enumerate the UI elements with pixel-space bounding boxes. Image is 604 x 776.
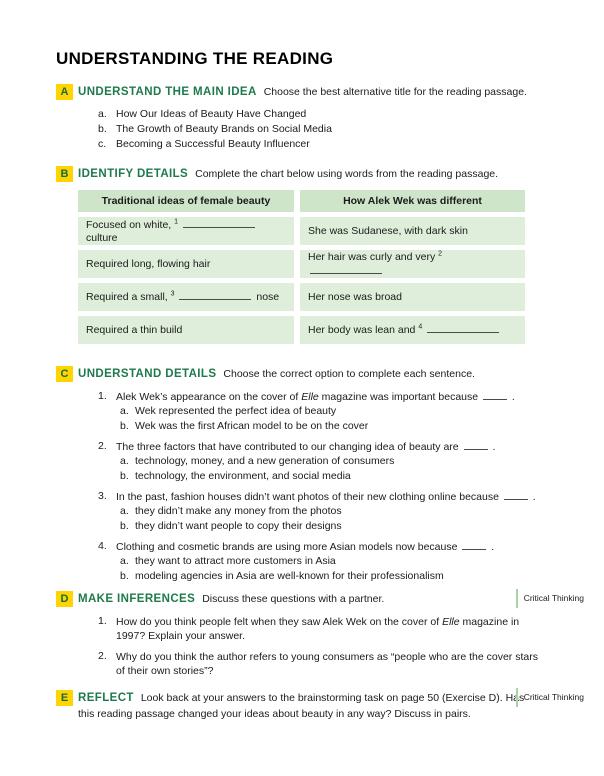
table-cell-text: She was Sudanese, with dark skin (308, 224, 468, 237)
section-letter-badge: C (56, 366, 73, 382)
question-text: Why do you think the author refers to young consumers as “people who are the cover stars of their own stories”? (116, 651, 538, 677)
question-body (116, 650, 546, 678)
section-heading: REFLECT (78, 692, 134, 704)
option-text: technology, the environment, and social media (135, 469, 351, 482)
option-item[interactable] (98, 107, 584, 122)
table-cell-text: Required a small, $^3$ nose (86, 290, 280, 303)
answer-options (120, 504, 536, 533)
section-header (78, 366, 584, 382)
title-options-list (98, 107, 584, 152)
answer-blank[interactable] (504, 490, 528, 500)
answer-blank[interactable] (310, 264, 382, 274)
answer-blank[interactable] (179, 290, 251, 300)
table-cell (78, 316, 294, 344)
superscript-number: 1 (174, 218, 179, 225)
question-text: Clothing and cosmetic brands are using more Asian models now because . (116, 541, 495, 553)
answer-blank[interactable] (183, 218, 255, 228)
section-letter-badge: E (56, 690, 73, 706)
answer-blank[interactable] (483, 390, 507, 400)
option-text: they didn’t want people to copy their designs (135, 519, 342, 532)
question-list (98, 390, 584, 583)
option-item[interactable] (120, 454, 495, 469)
question-list (98, 615, 584, 678)
section-understand-details (56, 366, 584, 583)
table-cell-text: Required a thin build (86, 323, 183, 336)
answer-blank[interactable] (462, 540, 486, 550)
option-item[interactable] (120, 469, 495, 484)
option-item[interactable] (120, 404, 515, 419)
option-text: modeling agencies in Asia are well-known for their professionalism (135, 569, 444, 582)
answer-options (120, 404, 515, 433)
table-cell-text: Her hair was curly and very $^2$ (308, 251, 517, 278)
question-body (116, 390, 515, 433)
critical-thinking-label: Critical Thinking (516, 589, 584, 608)
superscript-number: 3 (170, 290, 175, 298)
comparison-chart (78, 190, 584, 344)
section-reflect (56, 690, 584, 722)
option-label: b. (98, 123, 107, 135)
table-cell (300, 316, 525, 344)
option-label: a. (120, 455, 129, 467)
question-body (116, 440, 495, 483)
table-cell (300, 217, 525, 245)
question-number: 2. (98, 650, 107, 662)
section-letter-badge: A (56, 84, 73, 100)
section-instruction: Discuss these questions with a partner. (202, 593, 385, 605)
section-header (78, 690, 530, 722)
section-make-inferences (56, 591, 584, 678)
option-text: they want to attract more customers in Asia (135, 555, 336, 567)
option-label: b. (120, 419, 129, 432)
option-item[interactable] (120, 504, 536, 519)
option-text: technology, money, and a new generation of consumers (135, 455, 395, 467)
table-cell-text: Her nose was broad (308, 290, 402, 303)
option-label: b. (120, 469, 129, 482)
table-cell (78, 283, 294, 311)
section-instruction: Choose the best alternative title for the reading passage. (263, 86, 527, 98)
question-body (116, 490, 536, 533)
critical-thinking-label: Critical Thinking (516, 688, 584, 707)
option-text: they didn’t make any money from the photos (135, 505, 342, 517)
option-label: a. (98, 108, 107, 120)
section-instruction: Choose the correct option to complete each sentence. (223, 368, 475, 380)
question-item (98, 650, 584, 678)
section-identify-details (56, 166, 584, 344)
option-text: Wek represented the perfect idea of beauty (135, 405, 337, 417)
section-instruction: Complete the chart below using words from the reading passage. (195, 168, 499, 180)
option-text: How Our Ideas of Beauty Have Changed (116, 108, 307, 120)
option-label: a. (120, 405, 129, 417)
question-item (98, 490, 584, 533)
section-heading: UNDERSTAND DETAILS (78, 368, 217, 380)
answer-options (120, 554, 494, 583)
answer-options (120, 454, 495, 483)
question-text: The three factors that have contributed to our changing idea of beauty are . (116, 441, 496, 453)
table-cell-text: Focused on white, $^1$ culture (86, 218, 286, 245)
table-header-cell: Traditional ideas of female beauty (78, 190, 294, 212)
section-understand-main-idea (56, 84, 584, 152)
option-label: b. (120, 519, 129, 532)
option-text: The Growth of Beauty Brands on Social Media (116, 123, 332, 135)
question-text: In the past, fashion houses didn’t want photos of their new clothing online because . (116, 491, 536, 503)
section-letter-badge: B (56, 166, 73, 182)
page-title: UNDERSTANDING THE READING (56, 49, 334, 68)
answer-blank[interactable] (427, 323, 499, 333)
question-number: 1. (98, 390, 107, 402)
question-text: Alek Wek’s appearance on the cover of Elle magazine was important because . (116, 391, 515, 403)
option-item[interactable] (120, 569, 494, 584)
table-cell (300, 250, 525, 278)
question-item (98, 390, 584, 433)
option-item[interactable] (120, 519, 536, 534)
question-number: 2. (98, 440, 107, 452)
question-number: 4. (98, 540, 107, 552)
option-label: c. (98, 138, 107, 150)
question-body (116, 540, 494, 583)
option-label: b. (120, 569, 129, 582)
section-header (78, 591, 584, 607)
section-header (78, 166, 584, 182)
question-number: 3. (98, 490, 107, 502)
section-instruction: Look back at your answers to the brainstorming task on page 50 (Exercise D). Has this reading passage changed your ideas about beauty in any way? Discuss in pairs. (78, 692, 525, 720)
question-body (116, 615, 546, 643)
option-item[interactable] (120, 419, 515, 434)
option-label: a. (120, 555, 129, 567)
question-item (98, 440, 584, 483)
superscript-number: 4 (418, 323, 423, 331)
section-letter-badge: D (56, 591, 73, 607)
question-item (98, 540, 584, 583)
question-number: 1. (98, 615, 107, 627)
superscript-number: 2 (438, 250, 443, 257)
answer-blank[interactable] (464, 440, 488, 450)
table-cell-text: Her body was lean and $^4$ (308, 323, 501, 337)
section-header (78, 84, 584, 100)
table-cell-text: Required long, flowing hair (86, 257, 211, 270)
option-item[interactable] (120, 554, 494, 569)
section-heading: UNDERSTAND THE MAIN IDEA (78, 86, 257, 98)
table-header-cell: How Alek Wek was different (300, 190, 525, 212)
section-heading: IDENTIFY DETAILS (78, 168, 189, 180)
option-label: a. (120, 505, 129, 517)
table-cell (78, 250, 294, 278)
table-cell (78, 217, 294, 245)
section-heading: MAKE INFERENCES (78, 593, 196, 605)
option-item[interactable] (98, 137, 584, 152)
question-item (98, 615, 584, 643)
option-item[interactable] (98, 122, 584, 137)
option-text: Wek was the first African model to be on the cover (135, 419, 369, 432)
question-text: How do you think people felt when they saw Alek Wek on the cover of Elle magazine in 1997? Explain your answer. (116, 616, 520, 642)
option-text: Becoming a Successful Beauty Influencer (116, 138, 310, 150)
table-cell (300, 283, 525, 311)
